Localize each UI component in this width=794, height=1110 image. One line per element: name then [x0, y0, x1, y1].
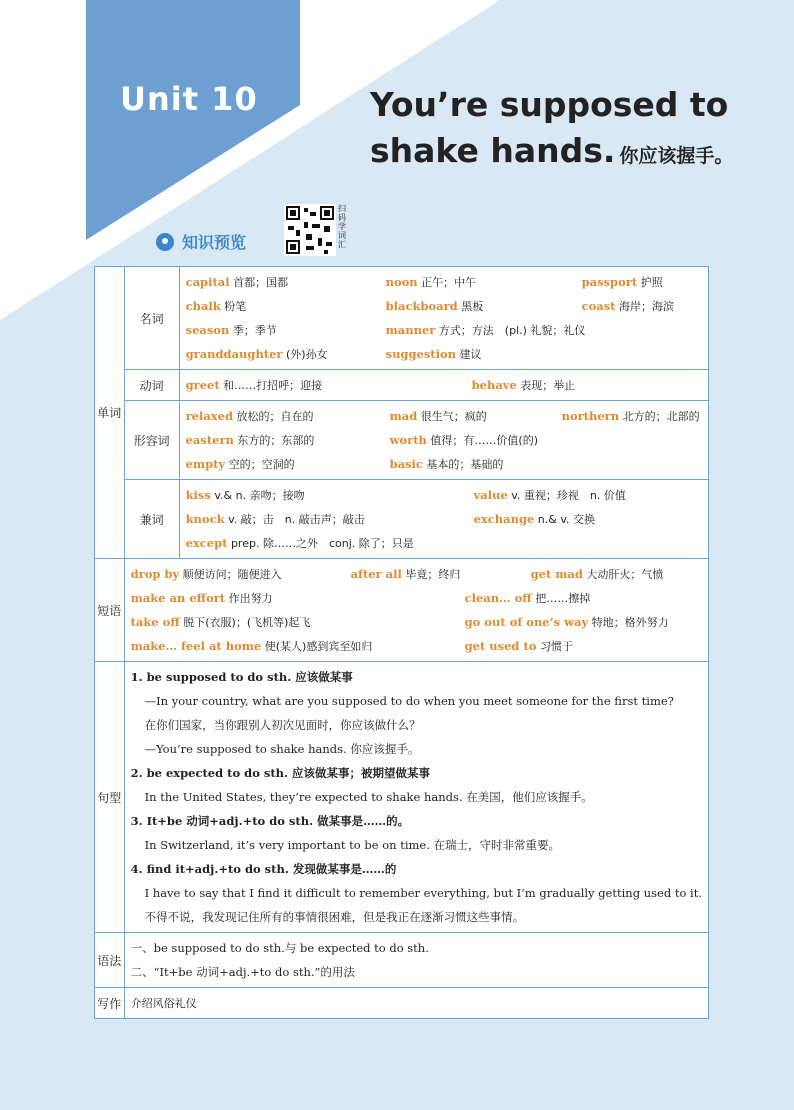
entry [186, 487, 305, 503]
nouns-cell [179, 267, 708, 370]
entry [390, 408, 487, 424]
adjectives-cell [179, 401, 708, 480]
category-words: 单词 [95, 267, 125, 559]
sub-verbs: 动词 [124, 370, 179, 401]
entry [186, 511, 365, 527]
entry-row [186, 404, 702, 428]
entry-keyword: kiss [185, 488, 211, 502]
entry [186, 346, 328, 362]
entry-keyword: empty [185, 457, 226, 471]
entry-keyword: northern [561, 409, 620, 423]
entry-meaning: 值得；有……价值(的) [426, 434, 538, 447]
entry-meaning: v.& n. 亲吻；接吻 [210, 489, 305, 502]
entry [465, 590, 591, 606]
entry-meaning: 作出努力 [225, 592, 273, 605]
pattern-example: 不得不说，我发现记住所有的事情很困难，但是我正在逐渐习惯这些事情。 [144, 910, 525, 924]
entry-keyword: make an effort [130, 591, 226, 605]
entry [465, 638, 573, 654]
entry-meaning: 护照 [637, 276, 663, 289]
entry-keyword: capital [185, 275, 230, 289]
entry-keyword: chalk [185, 299, 221, 313]
entry-keyword: season [185, 323, 230, 337]
entry-row [131, 610, 702, 634]
entry-keyword: exchange [473, 512, 535, 526]
entry-keyword: behave [471, 378, 517, 392]
entry-meaning: 东方的；东部的 [233, 434, 315, 447]
entry [465, 614, 669, 630]
entry-meaning: 顺便访问；随便进入 [179, 568, 282, 581]
entry-keyword: drop by [130, 567, 180, 581]
entry-meaning: 表现；举止 [516, 379, 576, 392]
entry-meaning: 特地；格外努力 [588, 616, 669, 629]
entry [472, 377, 576, 393]
entry-keyword: get mad [530, 567, 583, 581]
entry-keyword: suggestion [385, 347, 457, 361]
entry-row [186, 270, 702, 294]
entry-row [186, 373, 702, 397]
entry [386, 346, 482, 362]
qr-caption: 扫码学词汇 [338, 204, 346, 249]
entry-keyword: blackboard [385, 299, 458, 313]
entry [131, 614, 311, 630]
location-pin-icon [156, 233, 174, 251]
entry-meaning: 脱下(衣服)；(飞机等)起飞 [179, 616, 311, 629]
entry-keyword: eastern [185, 433, 234, 447]
entry [582, 274, 663, 290]
entry-meaning: 大动肝火；气愤 [582, 568, 664, 581]
entry [390, 432, 538, 448]
sub-nouns: 名词 [124, 267, 179, 370]
category-phrases: 短语 [95, 559, 125, 662]
entry [186, 298, 247, 314]
writing-text: 介绍风俗礼仪 [130, 997, 197, 1010]
entry-keyword: make… feel at home [130, 639, 262, 653]
entry-keyword: relaxed [185, 409, 234, 423]
entry [186, 377, 323, 393]
qr-code-icon[interactable] [284, 204, 336, 256]
knowledge-table [94, 266, 709, 1019]
entry-meaning: 放松的；自在的 [233, 410, 314, 423]
entry-meaning: 黑板 [457, 300, 484, 313]
entry-row [186, 318, 702, 342]
pattern-heading: 3. It+be 动词+adj.+to do sth. 做某事是……的。 [130, 814, 410, 828]
entry-meaning: prep. 除……之外 conj. 除了；只是 [227, 537, 414, 550]
entry-keyword: value [473, 488, 508, 502]
entry-meaning: 毕竟；终归 [401, 568, 461, 581]
entry-keyword: noon [385, 275, 418, 289]
sub-multi: 兼词 [124, 480, 179, 559]
entry-meaning: 首都；国都 [229, 276, 289, 289]
pattern-heading: 1. be supposed to do sth. 应该做某事 [130, 670, 353, 684]
writing-cell [124, 988, 708, 1019]
entry [186, 456, 295, 472]
entry-meaning: 和……打招呼；迎接 [219, 379, 323, 392]
entry-row [186, 531, 702, 555]
entry-keyword: knock [185, 512, 225, 526]
entry [562, 408, 700, 424]
title-line-1: You’re supposed to [370, 85, 729, 124]
entry-meaning: 很生气；疯的 [417, 410, 487, 423]
entry-row [186, 507, 702, 531]
pattern-heading: 2. be expected to do sth. 应该做某事；被期望做某事 [130, 766, 431, 780]
sub-adjectives: 形容词 [124, 401, 179, 480]
grammar-line: 一、be supposed to do sth.与 be expected to do sth. [130, 941, 429, 955]
entry [386, 322, 586, 338]
entry-keyword: worth [389, 433, 427, 447]
entry-meaning: v. 敲；击 n. 敲击声；敲击 [224, 513, 365, 526]
entry [474, 487, 626, 503]
entry-meaning: n.& v. 交换 [534, 513, 596, 526]
entry-meaning: (外)孙女 [282, 348, 328, 361]
entry-meaning: 建议 [456, 348, 482, 361]
title-line-2-wrap [370, 128, 733, 179]
category-grammar: 语法 [95, 933, 125, 988]
multi-cell [179, 480, 708, 559]
entry-keyword: get used to [464, 639, 537, 653]
entry-meaning: 把……擦掉 [531, 592, 591, 605]
entry-keyword: passport [581, 275, 638, 289]
verbs-cell [179, 370, 708, 401]
entry-row [186, 452, 702, 476]
entry-keyword: basic [389, 457, 423, 471]
pattern-example: —You’re supposed to shake hands. 你应该握手。 [144, 742, 420, 756]
grammar-line: 二、“It+be 动词+adj.+to do sth.”的用法 [130, 965, 355, 979]
entry [186, 274, 289, 290]
entry-row [131, 562, 702, 586]
patterns-cell [124, 662, 708, 933]
entry [131, 638, 373, 654]
pattern-example: I have to say that I find it difficult to remember everything, but I’m gradually getting used to it. [144, 886, 702, 900]
entry-row [186, 483, 702, 507]
entry-keyword: except [185, 536, 228, 550]
preview-heading [156, 230, 246, 253]
entry-keyword: mad [389, 409, 418, 423]
entry-meaning: 方式；方法 (pl.) 礼貌；礼仪 [435, 324, 586, 337]
entry-meaning: 空的；空洞的 [225, 458, 295, 471]
unit-banner [86, 0, 300, 240]
pattern-heading: 4. find it+adj.+to do sth. 发现做某事是……的 [130, 862, 397, 876]
entry-meaning: 季；季节 [229, 324, 277, 337]
entry-keyword: clean… off [464, 591, 532, 605]
title-chinese: 你应该握手。 [619, 145, 734, 167]
entry [131, 566, 282, 582]
entry [131, 590, 273, 606]
entry-keyword: go out of one’s way [464, 615, 589, 629]
entry-row [186, 342, 702, 366]
page-title [370, 82, 733, 179]
entry [386, 298, 484, 314]
entry-meaning: v. 重视；珍视 n. 价值 [507, 489, 626, 502]
entry-meaning: 粉笔 [220, 300, 247, 313]
entry [390, 456, 504, 472]
entry [531, 566, 664, 582]
title-line-2: shake hands. [370, 131, 616, 170]
pattern-example: In the United States, they’re expected to shake hands. 在美国，他们应该握手。 [144, 790, 593, 804]
preview-label: 知识预览 [182, 233, 247, 252]
entry-row [186, 428, 702, 452]
pattern-example: —In your country, what are you supposed to do when you meet someone for the first time? [144, 694, 674, 708]
entry [582, 298, 674, 314]
entry [351, 566, 461, 582]
entry-row [131, 586, 702, 610]
entry-meaning: 习惯于 [536, 640, 573, 653]
entry-meaning: 正午；中午 [417, 276, 477, 289]
entry-keyword: manner [385, 323, 436, 337]
entry [186, 432, 315, 448]
entry-meaning: 基本的；基础的 [422, 458, 504, 471]
entry [186, 322, 277, 338]
entry-meaning: 北方的；北部的 [619, 410, 700, 423]
pattern-example: In Switzerland, it’s very important to be on time. 在瑞士，守时非常重要。 [144, 838, 561, 852]
entry [186, 408, 314, 424]
unit-label: Unit 10 [120, 80, 258, 118]
entry-row [131, 634, 702, 658]
phrases-cell [124, 559, 708, 662]
entry [386, 274, 477, 290]
entry-keyword: coast [581, 299, 616, 313]
pattern-example: 在你们国家，当你跟别人初次见面时，你应该做什么？ [144, 718, 421, 732]
grammar-cell [124, 933, 708, 988]
entry-keyword: take off [130, 615, 180, 629]
entry [186, 535, 414, 551]
entry-row [186, 294, 702, 318]
category-patterns: 句型 [95, 662, 125, 933]
entry-keyword: after all [350, 567, 402, 581]
entry-meaning: 海岸；海滨 [615, 300, 675, 313]
category-writing: 写作 [95, 988, 125, 1019]
entry [474, 511, 595, 527]
entry-keyword: greet [185, 378, 220, 392]
entry-keyword: granddaughter [185, 347, 283, 361]
entry-meaning: 使(某人)感到宾至如归 [261, 640, 373, 653]
